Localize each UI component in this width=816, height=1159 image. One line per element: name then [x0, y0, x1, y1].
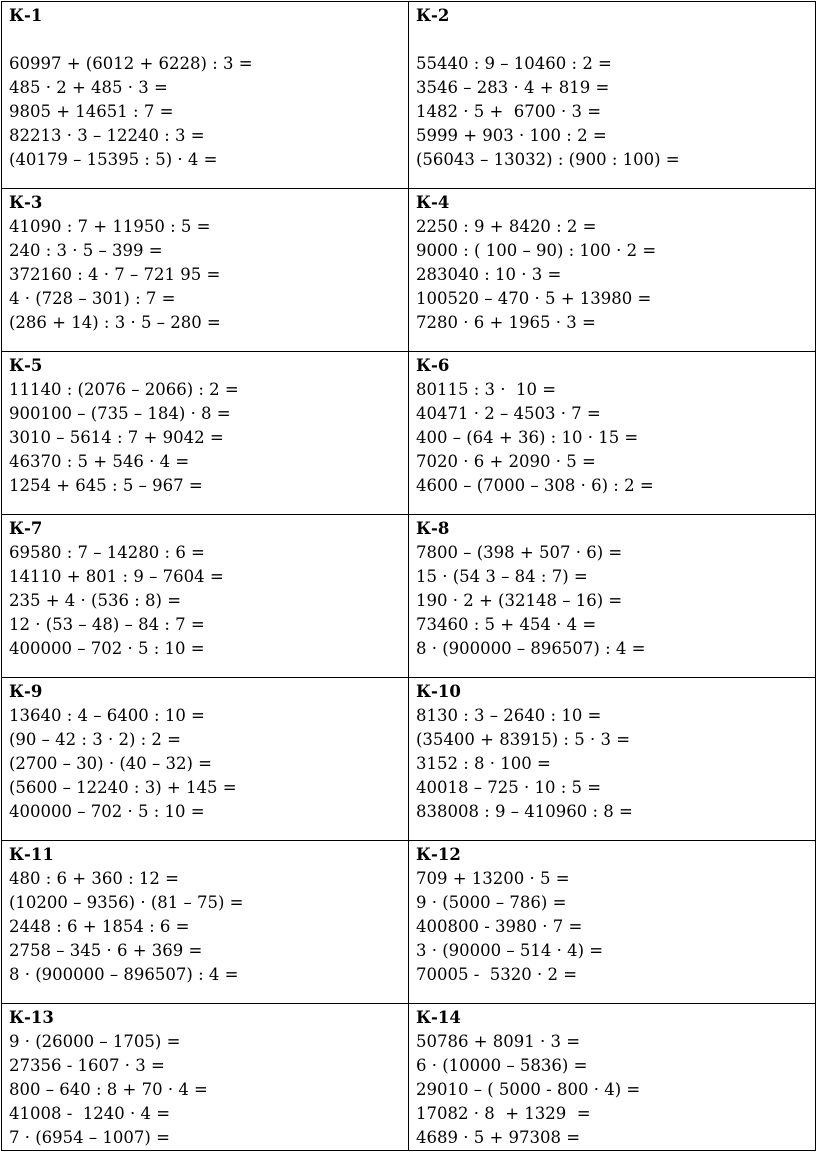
expression: 838008 : 9 – 410960 : 8 = [416, 802, 633, 821]
expression: 13640 : 4 – 6400 : 10 = [9, 706, 205, 725]
expression: 60997 + (6012 + 6228) : 3 = [9, 54, 253, 73]
cards-row [2, 678, 816, 841]
cards-row [2, 841, 816, 1004]
expression: 15 · (54 3 – 84 : 7) = [416, 567, 588, 586]
card-title: К-8 [416, 519, 450, 538]
card-title: К-1 [9, 6, 43, 25]
expression: 55440 : 9 – 10460 : 2 = [416, 54, 612, 73]
expression: (35400 + 83915) : 5 · 3 = [416, 730, 631, 749]
expression: 1254 + 645 : 5 – 967 = [9, 476, 203, 495]
expression: 1482 · 5 + 6700 · 3 = [416, 102, 602, 121]
expression: 11140 : (2076 – 2066) : 2 = [9, 380, 239, 399]
expression: 7 · (6954 – 1007) = [9, 1128, 170, 1147]
expression: 7020 · 6 + 2090 · 5 = [416, 452, 596, 471]
expression: 190 · 2 + (32148 – 16) = [416, 591, 623, 610]
expression: 485 · 2 + 485 · 3 = [9, 78, 168, 97]
expression: 12 · (53 – 48) – 84 : 7 = [9, 615, 205, 634]
expression: 14110 + 801 : 9 – 7604 = [9, 567, 224, 586]
expression: 3546 – 283 · 4 + 819 = [416, 78, 610, 97]
expression: 400000 – 702 · 5 : 10 = [9, 639, 205, 658]
expression: 4689 · 5 + 97308 = [416, 1128, 581, 1147]
cards-row [2, 515, 816, 678]
card-k11 [2, 841, 409, 1004]
card-title: К-5 [9, 356, 43, 375]
card-k2 [409, 2, 816, 189]
card-title: К-12 [416, 845, 461, 864]
expression: 69580 : 7 – 14280 : 6 = [9, 543, 205, 562]
card-k7 [2, 515, 409, 678]
expression: 235 + 4 · (536 : 8) = [9, 591, 182, 610]
expression: 3 · (90000 – 514 · 4) = [416, 941, 604, 960]
expression: (90 – 42 : 3 · 2) : 2 = [9, 730, 182, 749]
card-title: К-7 [9, 519, 43, 538]
card-k13 [2, 1004, 409, 1151]
expression: 400800 - 3980 · 7 = [416, 917, 583, 936]
expression: (56043 – 13032) : (900 : 100) = [416, 150, 680, 169]
expression: 8130 : 3 – 2640 : 10 = [416, 706, 602, 725]
expression: 73460 : 5 + 454 · 4 = [416, 615, 597, 634]
expression: (286 + 14) : 3 · 5 – 280 = [9, 313, 221, 332]
card-k6 [409, 352, 816, 515]
expression: (5600 – 12240 : 3) + 145 = [9, 778, 237, 797]
card-title: К-6 [416, 356, 450, 375]
card-k1 [2, 2, 409, 189]
expression: 400000 – 702 · 5 : 10 = [9, 802, 205, 821]
expression: 372160 : 4 · 7 – 721 95 = [9, 265, 221, 284]
card-title: К-11 [9, 845, 54, 864]
card-title: К-9 [9, 682, 43, 701]
expression: 100520 – 470 · 5 + 13980 = [416, 289, 652, 308]
cards-row [2, 2, 816, 189]
expression: 400 – (64 + 36) : 10 · 15 = [416, 428, 639, 447]
expression: 9 · (26000 – 1705) = [9, 1032, 181, 1051]
expression: 5999 + 903 · 100 : 2 = [416, 126, 607, 145]
expression: 50786 + 8091 · 3 = [416, 1032, 581, 1051]
expression: 8 · (900000 – 896507) : 4 = [9, 965, 239, 984]
expression: 6 · (10000 – 5836) = [416, 1056, 588, 1075]
expression: 240 : 3 · 5 – 399 = [9, 241, 163, 260]
card-k4 [409, 189, 816, 352]
expression: 27356 - 1607 · 3 = [9, 1056, 165, 1075]
cards-table [1, 1, 816, 1151]
expression: 709 + 13200 · 5 = [416, 869, 570, 888]
expression: 46370 : 5 + 546 · 4 = [9, 452, 190, 471]
card-title: К-10 [416, 682, 461, 701]
expression: 4 · (728 – 301) : 7 = [9, 289, 176, 308]
expression: 3152 : 8 · 100 = [416, 754, 551, 773]
expression: 3010 – 5614 : 7 + 9042 = [9, 428, 224, 447]
expression: 80115 : 3 · 10 = [416, 380, 557, 399]
cards-row [2, 1004, 816, 1151]
card-k8 [409, 515, 816, 678]
expression: 7800 – (398 + 507 · 6) = [416, 543, 623, 562]
expression: 41008 - 1240 · 4 = [9, 1104, 171, 1123]
expression: 7280 · 6 + 1965 · 3 = [416, 313, 596, 332]
expression: 8 · (900000 – 896507) : 4 = [416, 639, 646, 658]
expression: 2448 : 6 + 1854 : 6 = [9, 917, 190, 936]
expression: 9 · (5000 – 786) = [416, 893, 567, 912]
expression: (10200 – 9356) · (81 – 75) = [9, 893, 244, 912]
expression: 9805 + 14651 : 7 = [9, 102, 174, 121]
expression: 900100 – (735 – 184) · 8 = [9, 404, 231, 423]
card-k14 [409, 1004, 816, 1151]
expression: 70005 - 5320 · 2 = [416, 965, 578, 984]
expression: 29010 – ( 5000 - 800 · 4) = [416, 1080, 641, 1099]
expression: (2700 – 30) · (40 – 32) = [9, 754, 213, 773]
expression: 800 – 640 : 8 + 70 · 4 = [9, 1080, 208, 1099]
expression: 41090 : 7 + 11950 : 5 = [9, 217, 211, 236]
cards-row [2, 352, 816, 515]
card-k9 [2, 678, 409, 841]
card-k12 [409, 841, 816, 1004]
expression: 9000 : ( 100 – 90) : 100 · 2 = [416, 241, 657, 260]
expression: 2250 : 9 + 8420 : 2 = [416, 217, 597, 236]
card-k5 [2, 352, 409, 515]
expression: 2758 – 345 · 6 + 369 = [9, 941, 203, 960]
card-title: К-4 [416, 193, 450, 212]
card-title: К-2 [416, 6, 450, 25]
card-k10 [409, 678, 816, 841]
expression: 283040 : 10 · 3 = [416, 265, 562, 284]
card-title: К-3 [9, 193, 43, 212]
expression: 40471 · 2 – 4503 · 7 = [416, 404, 601, 423]
card-title: К-14 [416, 1008, 461, 1027]
card-title: К-13 [9, 1008, 54, 1027]
expression: (40179 – 15395 : 5) · 4 = [9, 150, 218, 169]
expression: 480 : 6 + 360 : 12 = [9, 869, 179, 888]
expression: 82213 · 3 – 12240 : 3 = [9, 126, 205, 145]
card-k3 [2, 189, 409, 352]
cards-row [2, 189, 816, 352]
expression: 17082 · 8 + 1329 = [416, 1104, 591, 1123]
expression: 40018 – 725 · 10 : 5 = [416, 778, 602, 797]
expression: 4600 – (7000 – 308 · 6) : 2 = [416, 476, 654, 495]
